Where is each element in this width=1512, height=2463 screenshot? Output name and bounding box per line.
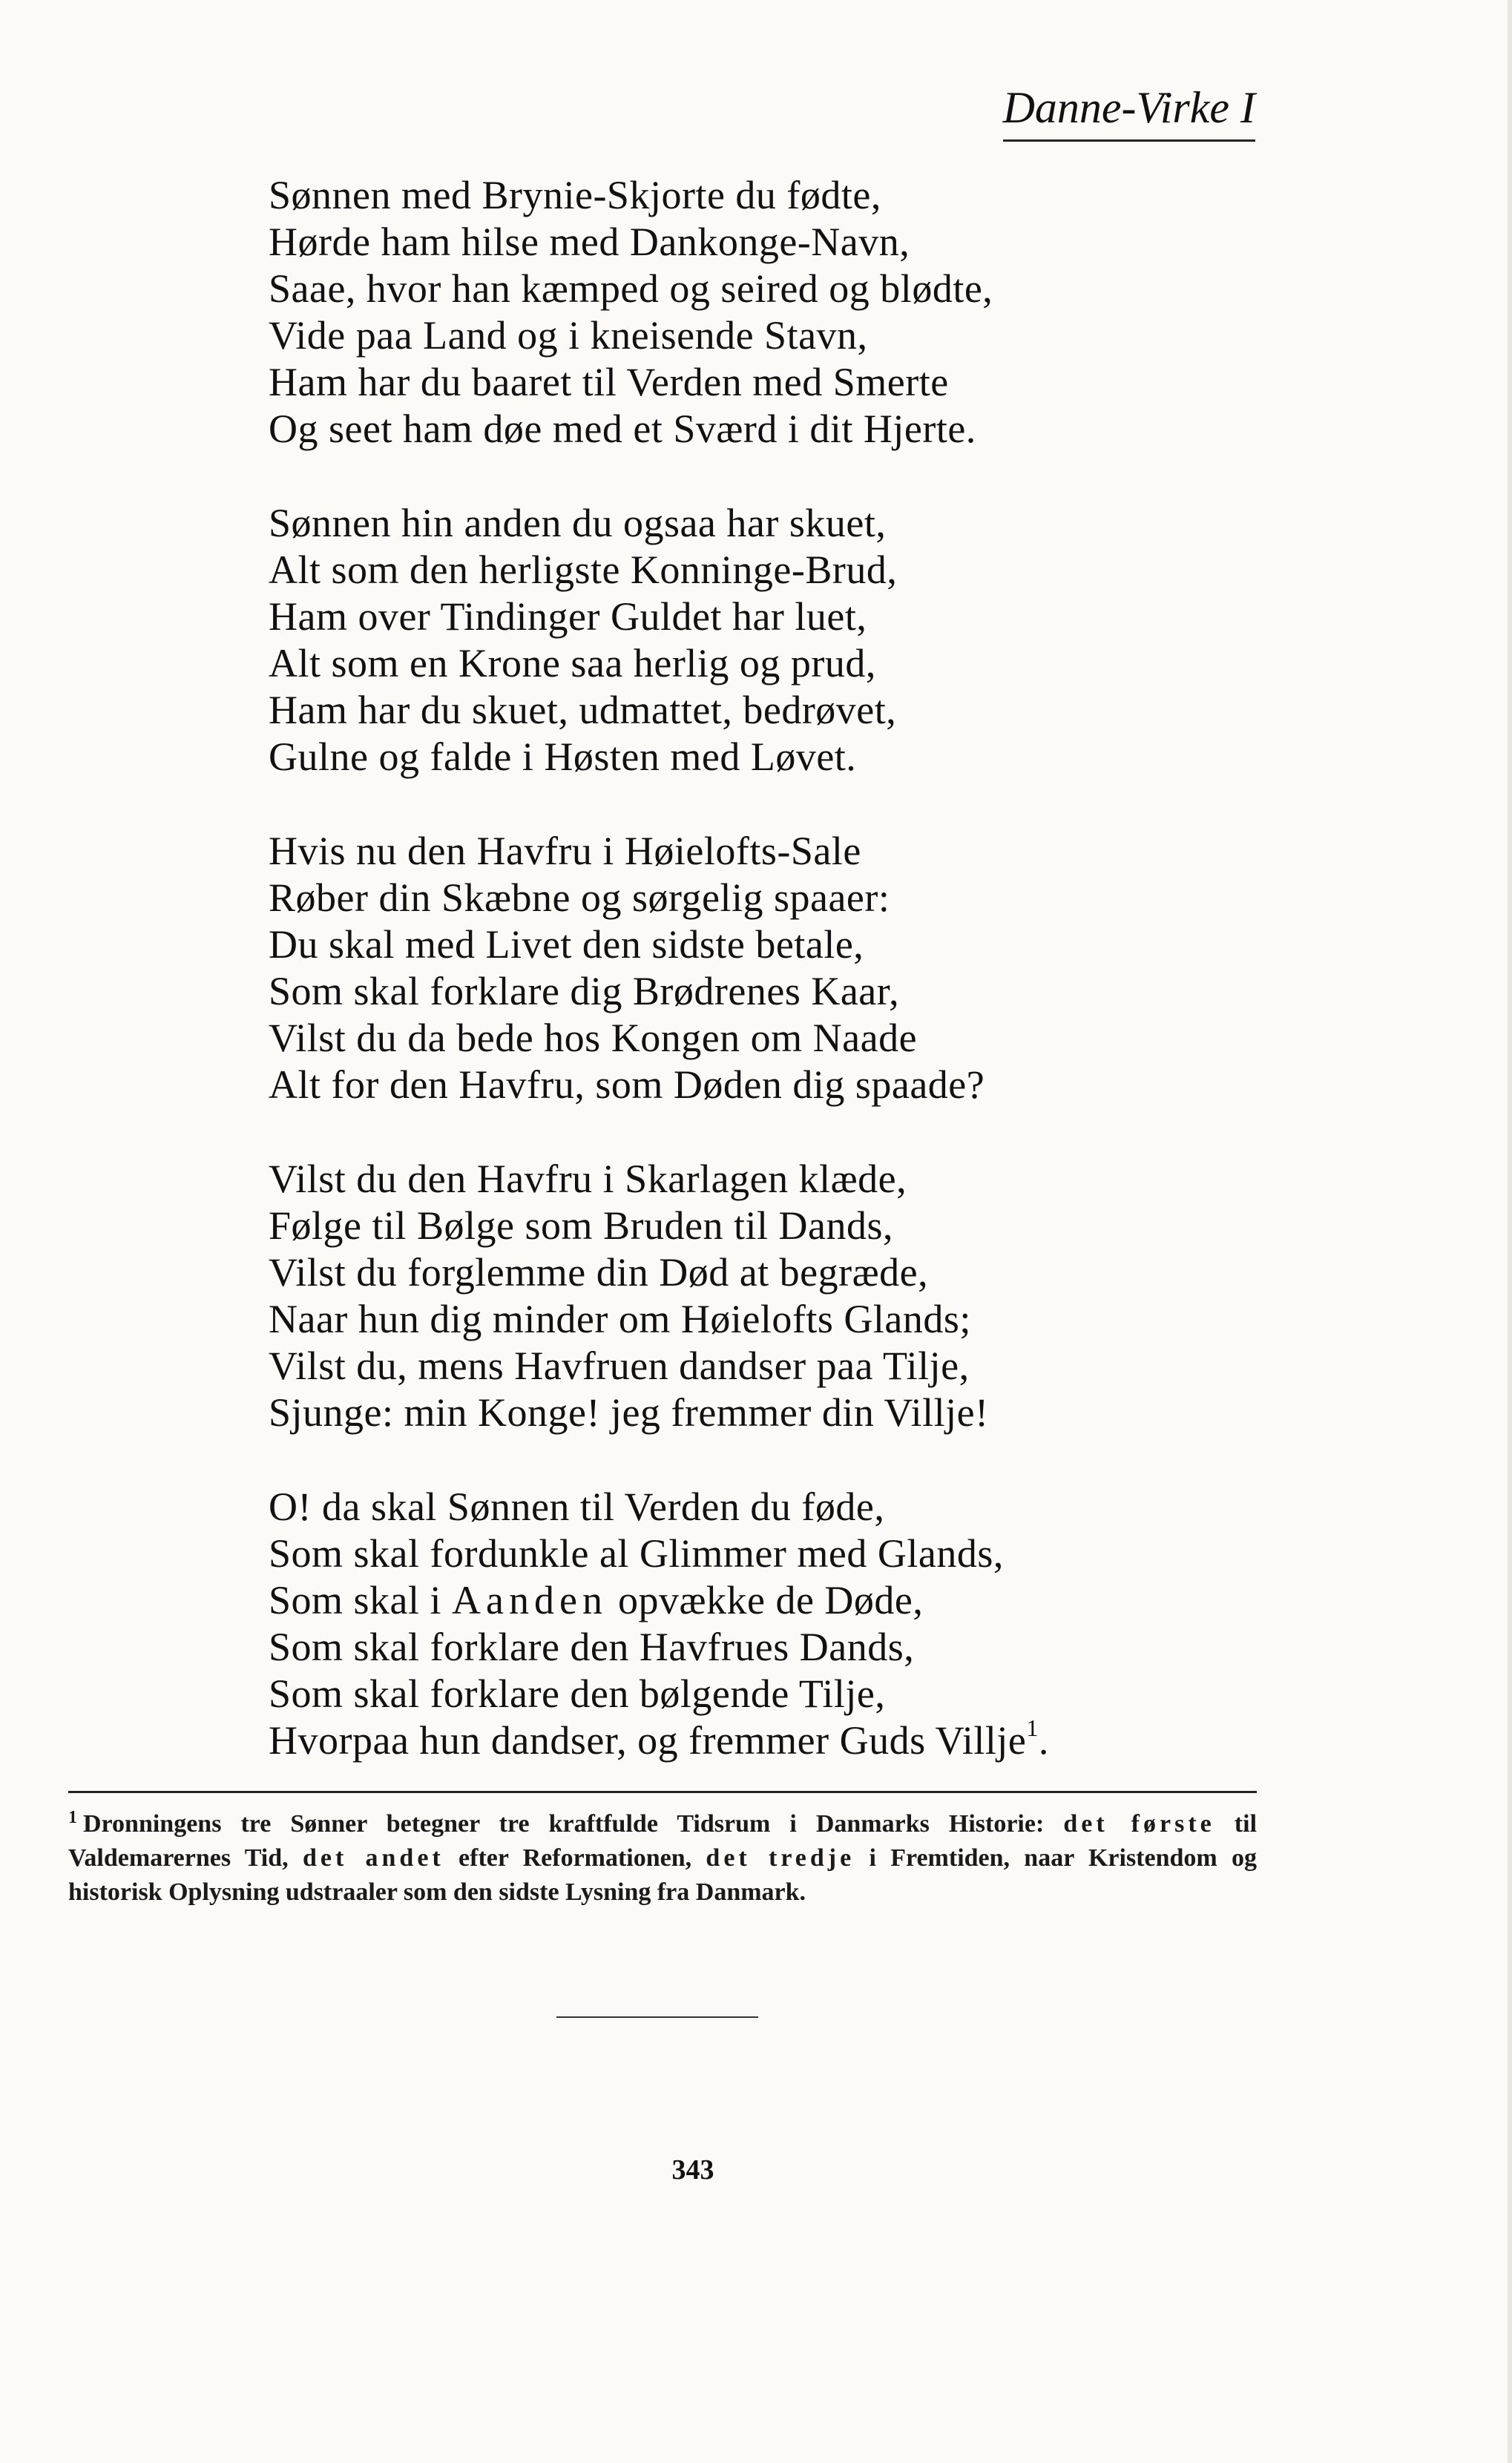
verse-line: Alt som den herligste Konninge-Brud, bbox=[269, 547, 898, 592]
footnote-reference: 1 bbox=[1026, 1714, 1039, 1741]
verse-line: Sønnen hin anden du ogsaa har skuet, bbox=[269, 501, 887, 545]
verse-line: Sjunge: min Konge! jeg fremmer din Villje! bbox=[269, 1390, 989, 1435]
verse-line: Vilst du, mens Havfruen dandser paa Tilje, bbox=[269, 1344, 970, 1388]
footnote bbox=[68, 1807, 1257, 1910]
verse-line: Ham over Tindinger Guldet har luet, bbox=[269, 594, 867, 639]
verse-text: Som skal i bbox=[269, 1578, 453, 1622]
verse-line: Som skal forklare dig Brødrenes Kaar, bbox=[269, 969, 900, 1013]
verse-line: Vilst du den Havfru i Skarlagen klæde, bbox=[269, 1157, 907, 1201]
verse-line: Ham har du baaret til Verden med Smerte bbox=[269, 360, 949, 404]
stanza-5 bbox=[269, 1484, 1307, 1764]
verse-line: Ham har du skuet, udmattet, bedrøvet, bbox=[269, 688, 897, 732]
verse-line: Du skal med Livet den sidste betale, bbox=[269, 922, 864, 967]
end-divider bbox=[556, 2016, 758, 2018]
footnote-emphasis: det andet bbox=[302, 1844, 444, 1872]
verse-line: Som skal forklare den Havfrues Dands, bbox=[269, 1625, 915, 1669]
verse-line: Som skal forklare den bølgende Tilje, bbox=[269, 1671, 886, 1716]
verse-line: Og seet ham døe med et Sværd i dit Hjerte. bbox=[269, 407, 976, 451]
verse-text: . bbox=[1038, 1718, 1049, 1763]
verse-text: Hvorpaa hun dandser, og fremmer Guds Villje bbox=[269, 1718, 1027, 1763]
footnote-emphasis: det tredje bbox=[706, 1844, 855, 1872]
verse-line: Alt som en Krone saa herlig og prud, bbox=[269, 641, 876, 685]
verse-line: Hvis nu den Havfru i Høielofts-Sale bbox=[269, 829, 861, 873]
verse-text: opvække de Døde, bbox=[607, 1578, 924, 1622]
verse-line: Naar hun dig minder om Høielofts Glands; bbox=[269, 1297, 971, 1341]
poem bbox=[269, 172, 1307, 1812]
footnote-text: i Fremtiden, naar Kristendom og historisk Oplysning udstraaler som den sidste Lysning fra Danmark. bbox=[68, 1844, 1257, 1906]
stanza-3 bbox=[269, 828, 1307, 1108]
footnote-text: til Valdemarernes Tid, bbox=[68, 1810, 1258, 1872]
verse-line: Hørde ham hilse med Dankonge-Navn, bbox=[269, 220, 910, 264]
verse-line: Som skal fordunkle al Glimmer med Glands, bbox=[269, 1531, 1004, 1576]
verse-line: O! da skal Sønnen til Verden du føde, bbox=[269, 1484, 885, 1529]
verse-line: Vilst du forglemme din Død at begræde, bbox=[269, 1250, 929, 1295]
verse-line: Vide paa Land og i kneisende Stavn, bbox=[269, 313, 868, 358]
stanza-4 bbox=[269, 1156, 1307, 1436]
footnote-emphasis: det første bbox=[1063, 1810, 1215, 1838]
running-header: Danne-Virke I bbox=[1003, 82, 1255, 142]
verse-line: Sønnen med Brynie-Skjorte du fødte, bbox=[269, 173, 881, 217]
footnote-text: Dronningens tre Sønner betegner tre kraftfulde Tidsrum i Danmarks Historie: bbox=[83, 1810, 1045, 1838]
page-number: 343 bbox=[671, 2154, 714, 2186]
verse-line bbox=[269, 1714, 1307, 1764]
stanza-1 bbox=[269, 172, 1307, 453]
verse-line: Vilst du da bede hos Kongen om Naade bbox=[269, 1016, 918, 1060]
verse-line: Saae, hvor han kæmped og seired og blødte, bbox=[269, 266, 993, 311]
verse-line: Gulne og falde i Høsten med Løvet. bbox=[269, 734, 857, 779]
footnote-marker: 1 bbox=[68, 1808, 77, 1827]
verse-line: Alt for den Havfru, som Døden dig spaade? bbox=[269, 1062, 985, 1107]
stanza-2 bbox=[269, 500, 1307, 780]
verse-line bbox=[269, 1577, 1307, 1624]
verse-line: Følge til Bølge som Bruden til Dands, bbox=[269, 1203, 893, 1248]
footnote-divider bbox=[68, 1791, 1257, 1793]
footnote-text: efter Reformationen, bbox=[458, 1844, 692, 1872]
spaced-emphasis: Aanden bbox=[452, 1578, 608, 1622]
verse-line: Røber din Skæbne og sørgelig spaaer: bbox=[269, 875, 890, 920]
